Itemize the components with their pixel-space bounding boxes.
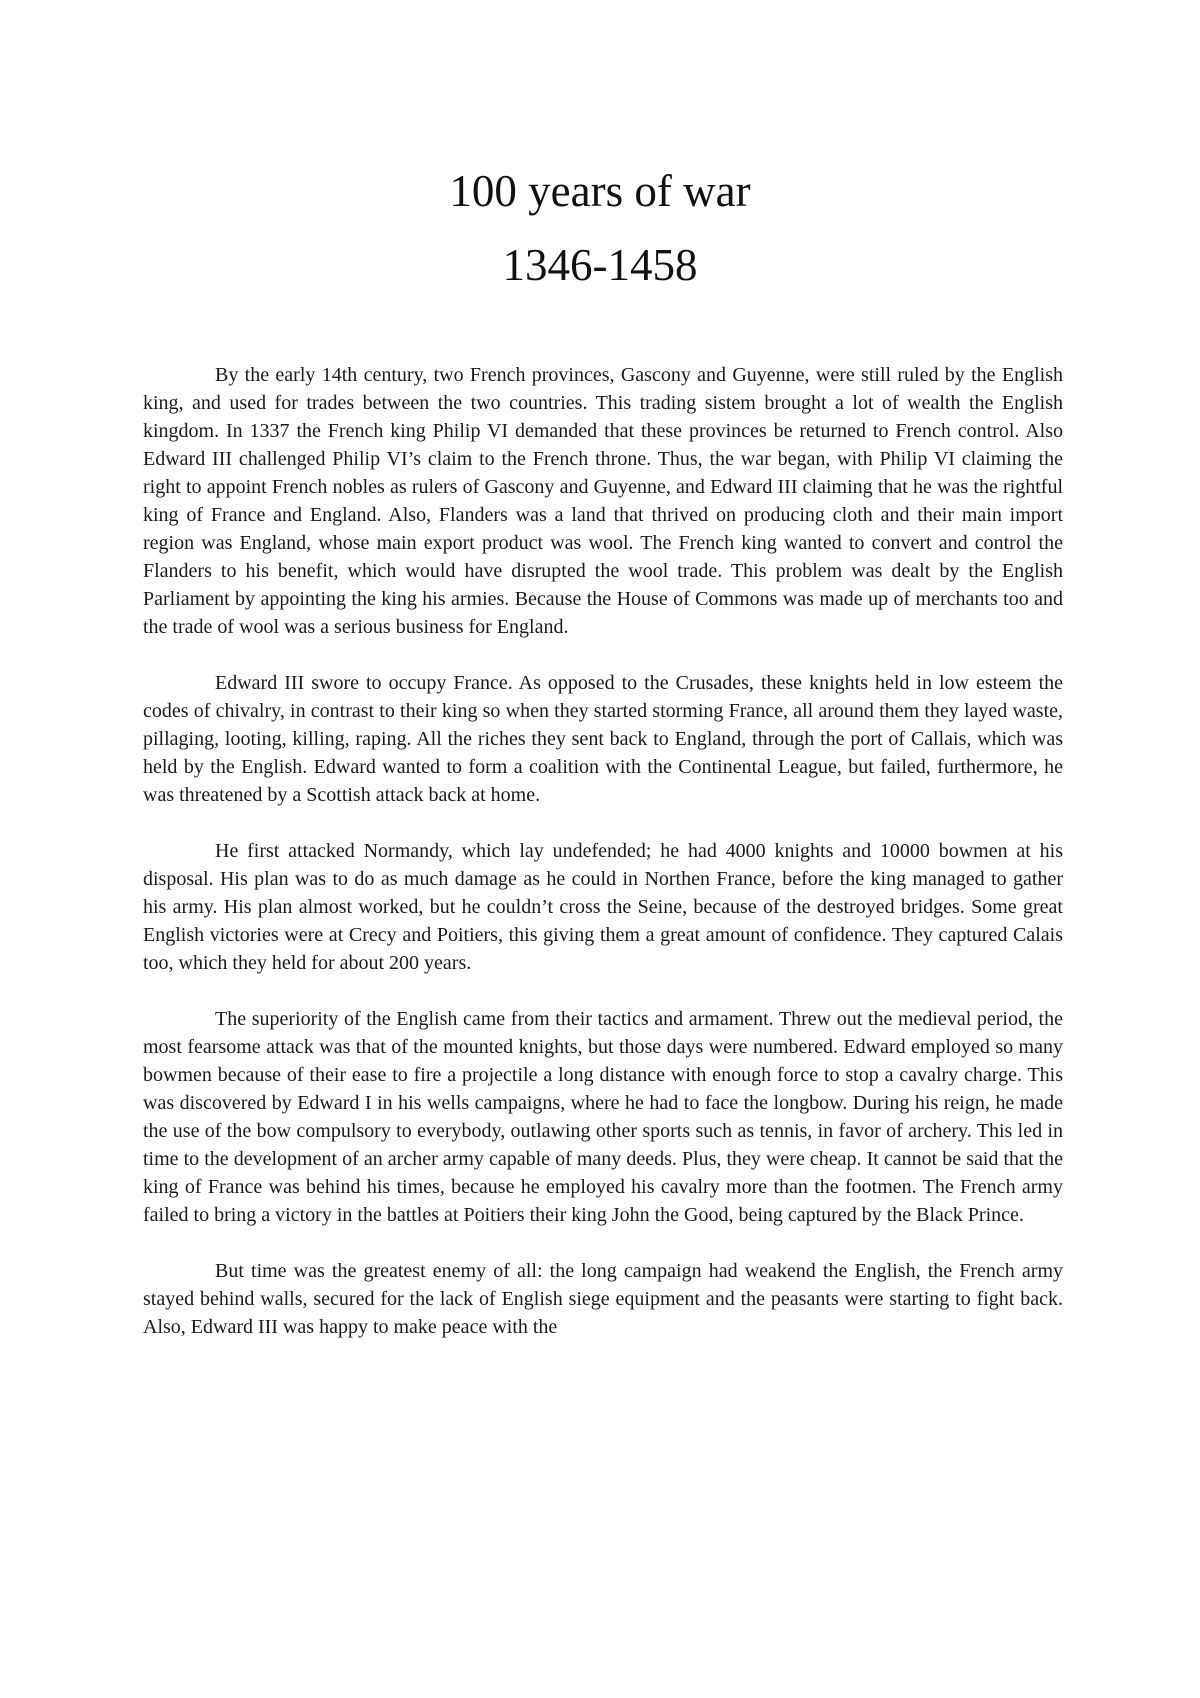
document-body: [143, 361, 1063, 1369]
document-subtitle: 1346-1458: [502, 240, 698, 290]
paragraph: He first attacked Normandy, which lay undefended; he had 4000 knights and 10000 bowmen at his disposal. His plan was to do as much damage as he could in Northen France, before the king managed to gather his army. His plan almost worked, but he couldn’t cross the Seine, because of the destroyed bridges. Some great English victories were at Crecy and Poitiers, this giving them a great amount of confidence. They captured Calais too, which they held for about 200 years.: [143, 840, 1063, 974]
paragraph: By the early 14th century, two French provinces, Gascony and Guyenne, were still ruled by the English king, and used for trades between the two countries. This trading sistem brought a lot of wealth the English kingdom. In 1337 the French king Philip VI demanded that these provinces be returned to French control. Also Edward III challenged Philip VI’s claim to the French throne. Thus, the war began, with Philip VI claiming the right to appoint French nobles as rulers of Gascony and Guyenne, and Edward III claiming that he was the rightful king of France and England. Also, Flanders was a land that thrived on producing cloth and their main import region was England, whose main export product was wool. The French king wanted to convert and control the Flanders to his benefit, which would have disrupted the wool trade. This problem was dealt by the English Parliament by appointing the king his armies. Because the House of Commons was made up of merchants too and the trade of wool was a serious business for England.: [143, 364, 1063, 638]
paragraph: But time was the greatest enemy of all: the long campaign had weakend the English, the French army stayed behind walls, secured for the lack of English siege equipment and the peasants were starting to fight back. Also, Edward III was happy to make peace with the: [143, 1260, 1063, 1338]
paragraph: Edward III swore to occupy France. As opposed to the Crusades, these knights held in low esteem the codes of chivalry, in contrast to their king so when they started storming France, all around them they layed waste, pillaging, looting, killing, raping. All the riches they sent back to England, through the port of Callais, which was held by the English. Edward wanted to form a coalition with the Continental League, but failed, furthermore, he was threatened by a Scottish attack back at home.: [143, 672, 1063, 806]
paragraph: The superiority of the English came from their tactics and armament. Threw out the medieval period, the most fearsome attack was that of the mounted knights, but those days were numbered. Edward employed so many bowmen because of their ease to fire a projectile a long distance with enough force to stop a cavalry charge. This was discovered by Edward I in his wells campaigns, where he had to face the longbow. During his reign, he made the use of the bow compulsory to everybody, outlawing other sports such as tennis, in favor of archery. This led in time to the development of an archer army capable of many deeds. Plus, they were cheap. It cannot be said that the king of France was behind his times, because he employed his cavalry more than the footmen. The French army failed to bring a victory in the battles at Poitiers their king John the Good, being captured by the Black Prince.: [143, 1008, 1063, 1226]
document-title: 100 years of war: [449, 166, 751, 216]
